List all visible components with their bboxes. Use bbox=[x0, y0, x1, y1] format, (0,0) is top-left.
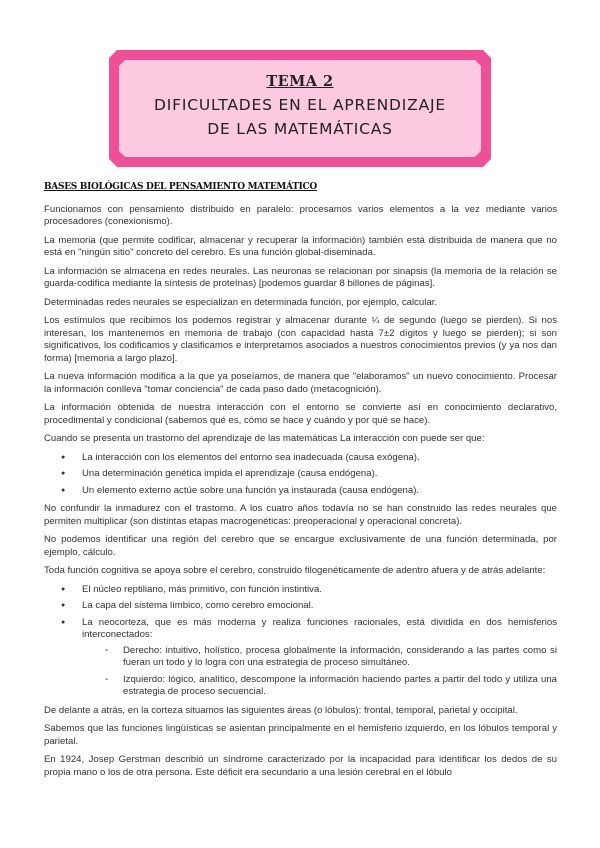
list-item: ● Un elemento externo actúe sobre una función ya instaurada (causa endógena). bbox=[61, 485, 557, 498]
list-item: ● Una determinación genética impida el aprendizaje (causa endógena). bbox=[61, 468, 557, 481]
document-body bbox=[44, 181, 557, 785]
list-item-text: La neocorteza, que es más moderna y realiza funciones racionales, está dividida en dos hemisferios interconectados: bbox=[82, 616, 557, 640]
list-item: ● El núcleo reptiliano, más primitivo, con función instintiva. bbox=[61, 584, 557, 597]
title-banner bbox=[109, 50, 491, 167]
paragraph: Toda función cognitiva se apoya sobre el cerebro, construido filogenéticamente de adentro afuera y de atrás adelante: bbox=[44, 565, 546, 576]
paragraph: La información se almacena en redes neurales. Las neuronas se relacionan por sinapsis (la memoria de la relación se guarda-codifica mediante la síntesis de proteínas) [podemos guardar 8 billones de páginas]. bbox=[44, 265, 557, 289]
paragraph: Funcionamos con pensamiento distribuido en paralelo: procesamos varios elementos a la vez mediante varios procesadores (conexionismo). bbox=[44, 203, 557, 227]
topic-label: TEMA 2 bbox=[266, 73, 334, 90]
list-item: ● La interacción con los elementos del entorno sea inadecuada (causa exógena). bbox=[61, 452, 557, 465]
causes-list bbox=[44, 452, 557, 498]
section-title: BASES BIOLÓGICAS DEL PENSAMIENTO MATEMÁTICO bbox=[44, 182, 317, 192]
paragraph: La información obtenida de nuestra interacción con el entorno se convierte así en conocimiento declarativo, procedimental y condicional (sabemos qué es, cómo se hace y cuándo y por qué se hace). bbox=[44, 402, 557, 426]
paragraph: De delante a atrás, en la corteza situamos las siguientes áreas (o lóbulos): frontal, temporal, parietal y occipital. bbox=[44, 704, 518, 716]
paragraph: La nueva información modifica a la que ya poseíamos, de manera que "elaboramos" un nuevo conocimiento. Procesar la información conlleva "tomar conciencia" de cada paso dado (metacognición). bbox=[44, 371, 557, 395]
paragraph: La memoria (que permite codificar, almacenar y recuperar la información) también está distribuida de manera que no está en "ningún sitio" concreto del cerebro. Es una función global-diseminada. bbox=[44, 234, 557, 258]
paragraph: Sabemos que las funciones lingüísticas se asientan principalmente en el hemisferio izquierdo, en los lóbulos temporal y parietal. bbox=[44, 723, 557, 747]
page-title-line-1: DIFICULTADES EN EL APRENDIZAJE bbox=[154, 96, 446, 114]
sub-list-item: - Izquierdo: lógico, analítico, descompone la información haciendo partes a partir del todo y utiliza una estrategia de proceso secuencial. bbox=[105, 674, 557, 699]
paragraph: Los estímulos que recibimos los podemos registrar y almacenar durante ¼ de segundo (luego se pierden). Si nos interesan, los mantenemos en memoria de trabajo (con capacidad hasta 7±2 dígitos y luego se pierden); si son significativos, los codificamos y clasificamos e interpretamos asociados a nuestros conocimientos previos (y ya nos dan forma) [memoria a largo plazo]. bbox=[44, 315, 557, 364]
brain-layers-list bbox=[44, 584, 557, 699]
paragraph: No confundir la inmadurez con el trastorno. A los cuatro años todavía no se han construido las redes neurales que permiten multiplicar (son distintas etapas macrogenéticas: preoperacional y operacional concreta). bbox=[44, 503, 557, 527]
paragraph: En 1924, Josep Gerstman describió un síndrome caracterizado por la incapacidad para identificar los dedos de su propia mano o los de otra persona. Este déficit era secundario a una lesión cerebral en el lóbulo bbox=[44, 754, 557, 778]
paragraph: Determinadas redes neurales se especializan en determinada función, por ejemplo, calcular. bbox=[44, 296, 438, 308]
page-title-line-2: DE LAS MATEMÁTICAS bbox=[207, 120, 393, 138]
sub-list-item: - Derecho: intuitivo, holístico, procesa globalmente la información, considerando a las partes como si fueran un todo y lo logra con una estrategia de proceso simultáneo. bbox=[105, 645, 557, 670]
paragraph: Cuando se presenta un trastorno del aprendizaje de las matemáticas La interacción con puede ser que: bbox=[44, 433, 485, 444]
list-item bbox=[61, 617, 557, 699]
paragraph: No podemos identificar una región del cerebro que se encargue exclusivamente de una función determinada, por ejemplo, cálculo. bbox=[44, 534, 557, 558]
list-item: ● La capa del sistema límbico, como cerebro emocional. bbox=[61, 600, 557, 613]
hemispheres-list bbox=[82, 645, 557, 699]
